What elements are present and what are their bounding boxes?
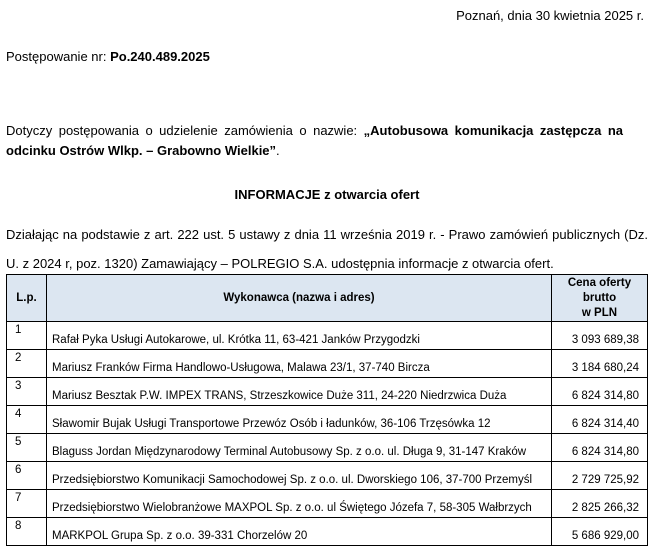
- row-price: 3 184 680,24: [552, 350, 648, 378]
- row-price: 6 824 314,80: [552, 378, 648, 406]
- row-price: 3 093 689,38: [552, 322, 648, 350]
- row-contractor: Przedsiębiorstwo Komunikacji Samochodowej Sp. z o.o. ul. Dworskiego 106, 37-700 Przemyśl: [47, 462, 552, 490]
- row-price: 2 825 266,32: [552, 490, 648, 518]
- table-row: [7, 490, 648, 518]
- row-price: 6 824 314,80: [552, 434, 648, 462]
- table-row: [7, 350, 648, 378]
- place-date: Poznań, dnia 30 kwietnia 2025 r.: [456, 8, 644, 23]
- row-contractor: Mariusz Besztak P.W. IMPEX TRANS, Strzeszkowice Duże 311, 24-220 Niedrzwica Duża: [47, 378, 552, 406]
- header-contractor: Wykonawca (nazwa i adres): [47, 275, 552, 322]
- table-row: [7, 434, 648, 462]
- header-price: [552, 275, 648, 322]
- row-lp: 8: [7, 518, 47, 546]
- header-lp: L.p.: [7, 275, 47, 322]
- row-contractor: Rafał Pyka Usługi Autokarowe, ul. Krótka 11, 63-421 Janków Przygodzki: [47, 322, 552, 350]
- row-contractor: MARKPOL Grupa Sp. z o.o. 39-331 Chorzelów 20: [47, 518, 552, 546]
- header-price-line2: brutto: [582, 291, 617, 304]
- offers-table: [6, 274, 648, 546]
- row-lp: 5: [7, 434, 47, 462]
- table-row: [7, 518, 648, 546]
- table-row: [7, 378, 648, 406]
- row-contractor: Przedsiębiorstwo Wielobranżowe MAXPOL Sp. z o.o. ul Świętego Józefa 7, 58-305 Wałbrzych: [47, 490, 552, 518]
- subject-suffix: .: [276, 143, 280, 158]
- table-header-row: [7, 275, 648, 322]
- case-number-line: [6, 49, 210, 64]
- subject-title: „Autobusowa komunikacja zastępcza na odcinku Ostrów Wlkp. – Grabowno Wielkie”: [6, 123, 624, 158]
- row-lp: 2: [7, 350, 47, 378]
- case-label: Postępowanie nr:: [6, 49, 111, 64]
- subject-paragraph: [6, 121, 623, 161]
- header-price-line3: w PLN: [581, 306, 618, 319]
- case-number: Po.240.489.2025: [110, 49, 210, 64]
- table-row: [7, 462, 648, 490]
- row-price: 2 729 725,92: [552, 462, 648, 490]
- header-price-line1: Cena oferty: [567, 276, 632, 289]
- row-contractor: Mariusz Franków Firma Handlowo-Usługowa, Malawa 23/1, 37-740 Bircza: [47, 350, 552, 378]
- table-row: [7, 322, 648, 350]
- row-lp: 6: [7, 462, 47, 490]
- row-price: 6 824 314,40: [552, 406, 648, 434]
- row-price: 5 686 929,00: [552, 518, 648, 546]
- row-contractor: Blaguss Jordan Międzynarodowy Terminal Autobusowy Sp. z o.o. ul. Długa 9, 31-147 Kraków: [47, 434, 552, 462]
- row-lp: 7: [7, 490, 47, 518]
- row-lp: 3: [7, 378, 47, 406]
- subject-prefix: Dotyczy postępowania o udzielenie zamówienia o nazwie:: [6, 123, 364, 138]
- section-heading: INFORMACJE z otwarcia ofert: [234, 187, 420, 202]
- row-lp: 1: [7, 322, 47, 350]
- table-row: [7, 406, 648, 434]
- intro-paragraph: Działając na podstawie z art. 222 ust. 5 ustawy z dnia 11 września 2019 r. - Prawo zamówień publicznych (Dz. U. z 2024 r, poz. 1320) Zamawiający – POLREGIO S.A. udostępnia informacje z otwarcia ofert.: [6, 227, 648, 271]
- row-contractor: Sławomir Bujak Usługi Transportowe Przewóz Osób i ładunków, 36-106 Trzęsówka 12: [47, 406, 552, 434]
- row-lp: 4: [7, 406, 47, 434]
